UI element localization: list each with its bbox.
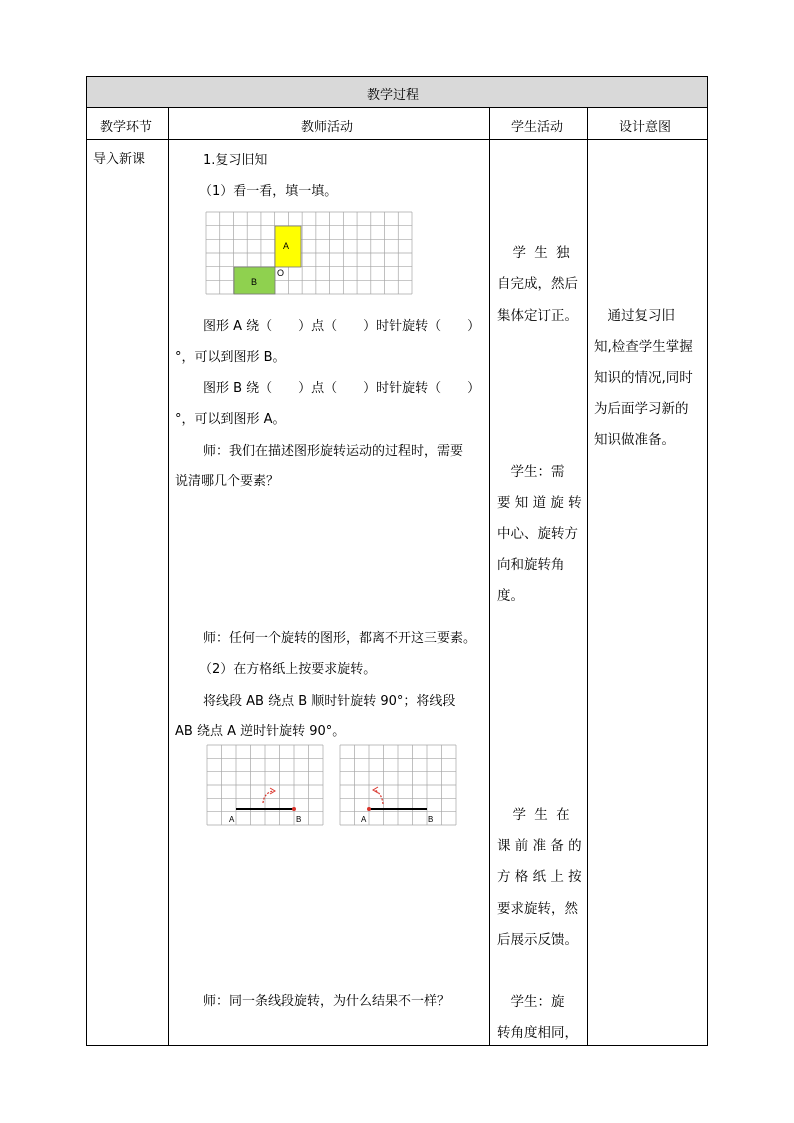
table-border-bottom	[86, 1045, 708, 1046]
header-teacher: 教师活动	[301, 120, 354, 135]
rotation-figure-2	[207, 745, 323, 825]
student-3-line-3: 要求旋转，然	[497, 901, 578, 917]
label-o: O	[277, 268, 285, 278]
point-a	[367, 807, 371, 811]
student-2-line-1: 要 知 道 旋 转	[497, 495, 582, 511]
table-border-left	[86, 76, 87, 1046]
col-divider-1	[168, 107, 169, 1046]
teacher-line-11: 将线段 AB 绕点 B 顺时针旋转 90°；将线段	[203, 694, 456, 709]
header-intent: 设计意图	[619, 120, 672, 135]
table-border-top	[86, 76, 708, 77]
rotation-arrowhead	[270, 788, 275, 794]
intent-line-0: 通过复习旧	[594, 308, 675, 324]
label-a: A	[283, 241, 290, 251]
fig2-label-b: B	[296, 815, 302, 824]
teacher-line-6: °，可以到图形 A。	[175, 412, 286, 427]
teacher-line-13: 师：同一条线段旋转，为什么结果不一样？	[203, 994, 451, 1009]
student-3-line-1: 课 前 准 备 的	[497, 838, 582, 854]
rotation-figure-3	[340, 745, 456, 825]
student-3-line-4: 后展示反馈。	[497, 932, 578, 948]
teacher-line-10: （2）在方格纸上按要求旋转。	[199, 662, 377, 677]
student-4-line-1: 转角度相同，	[497, 1025, 578, 1041]
stage-label: 导入新课	[93, 152, 146, 167]
student-1-line-2: 集体定订正。	[497, 308, 578, 324]
student-4-line-0: 学生：旋	[497, 994, 565, 1010]
student-2-line-4: 度。	[497, 588, 524, 604]
point-b	[292, 807, 296, 811]
teacher-line-2: （1）看一看，填一填。	[199, 184, 338, 199]
student-2-line-3: 向和旋转角	[497, 557, 565, 573]
student-3-line-0: 学 生 在	[497, 807, 572, 823]
teacher-line-5: 图形 B 绕（ ）点（ ）时针旋转（ ）	[203, 381, 481, 396]
header-student: 学生活动	[511, 120, 564, 135]
rotation-arrowhead	[373, 787, 378, 793]
col-divider-3	[587, 107, 588, 1046]
table-border-right	[707, 76, 708, 1046]
intent-line-2: 知识的情况,同时	[594, 370, 693, 386]
student-3-line-2: 方 格 纸 上 按	[497, 869, 582, 885]
teacher-line-3: 图形 A 绕（ ）点（ ）时针旋转（ ）	[203, 319, 481, 334]
table-title: 教学过程	[367, 88, 420, 103]
label-b: B	[251, 277, 258, 287]
fig3-label-a: A	[361, 815, 367, 824]
row-divider-1	[86, 107, 708, 108]
teacher-line-4: °，可以到图形 B。	[175, 350, 286, 365]
rotation-figure-1	[206, 212, 412, 294]
header-stage: 教学环节	[100, 120, 153, 135]
student-1-line-1: 自完成，然后	[497, 276, 578, 292]
fig3-label-b: B	[428, 815, 434, 824]
col-divider-2	[489, 107, 490, 1046]
intent-line-3: 为后面学习新的	[594, 401, 689, 417]
student-1-line-0: 学 生 独	[497, 245, 572, 261]
teacher-line-12: AB 绕点 A 逆时针旋转 90°。	[175, 724, 346, 739]
student-2-line-0: 学生：需	[497, 464, 565, 480]
row-divider-2	[86, 139, 708, 140]
teacher-line-1: 1.复习旧知	[203, 153, 268, 168]
teacher-line-7: 师：我们在描述图形旋转运动的过程时，需要	[203, 444, 464, 459]
student-2-line-2: 中心、旋转方	[497, 526, 578, 542]
fig2-label-a: A	[229, 815, 235, 824]
teacher-line-8: 说清哪几个要素？	[175, 474, 280, 489]
intent-line-1: 知,检查学生掌握	[594, 339, 693, 355]
intent-line-4: 知识做准备。	[594, 432, 675, 448]
teacher-line-9: 师：任何一个旋转的图形，都离不开这三要素。	[203, 631, 477, 646]
